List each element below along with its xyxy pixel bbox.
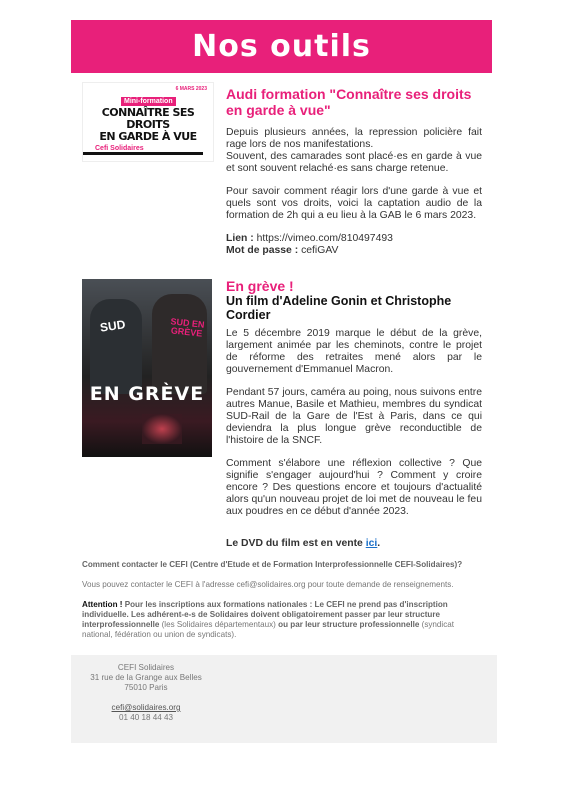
formation-thumbnail[interactable]: [82, 82, 214, 162]
thumbnail-badge: Mini-formation: [121, 97, 176, 106]
dvd-text: Le DVD du film est en vente: [226, 538, 366, 549]
article-title: Audi formation "Connaître ses droits en garde à vue": [226, 86, 472, 118]
link-label: Lien :: [226, 233, 254, 244]
article-body: [226, 127, 482, 257]
page-title: Nos outils: [192, 29, 371, 64]
thumbnail-heading: CONNAÎTRE SES DROITS EN GARDE À VUE: [99, 106, 197, 143]
attention-notice: Attention ! Pour les inscriptions aux formations nationales : Le CEFI ne prend pas d'inscription individuelle. Les adhérent-e-s de Solidaires doivent obligatoirement passer par leur structure interprofessionnelle (les Solidaires départementaux) ou par leur structure professionnelle (syndicat national, fédération ou union de syndicats).: [82, 600, 455, 639]
article-formation: [226, 86, 482, 257]
article-film: [226, 278, 482, 550]
contact-text: Vous pouvez contacter le CEFI à l'adresse cefi@solidaires.org pour toute demande de renseignements.: [82, 580, 454, 589]
poster-figure: [152, 294, 207, 394]
article-paragraph: Depuis plusieurs années, la repression policière fait rage lors de nos manifestations.: [226, 127, 482, 150]
article-paragraph: Pendant 57 jours, caméra au poing, nous suivons entre autres Manue, Basile et Mathieu, membres du syndicat SUD-Rail de la Gare de l'Est à Paris, dans ce qui deviendra la plus longue grève reconductible de l'histoire de la SNCF.: [226, 387, 482, 446]
article-paragraph: Le 5 décembre 2019 marque le début de la grève, largement animée par les cheminots, contre le projet de réforme des retraites mené alors par le gouvernement d'Emmanuel Macron.: [226, 328, 482, 375]
password-label: Mot de passe :: [226, 245, 299, 256]
film-poster[interactable]: [82, 279, 212, 457]
password-value: cefiGAV: [301, 245, 339, 256]
city-address: 75010 Paris: [124, 683, 168, 692]
cefi-logo-icon: Cefi Solidaires: [95, 145, 144, 152]
thumbnail-date: 6 MARS 2023: [175, 86, 207, 92]
poster-title: EN GRÈVE: [89, 383, 205, 405]
vimeo-link[interactable]: https://vimeo.com/810497493: [256, 233, 393, 244]
article-paragraph: Souvent, des camarades sont placé·es en garde à vue et sont souvent relaché·es sans charge retenue.: [226, 151, 482, 174]
article-title: En grève !: [226, 278, 294, 294]
dvd-text-end: .: [377, 538, 381, 549]
dvd-link[interactable]: ici: [365, 538, 378, 549]
org-name: CEFI Solidaires: [117, 663, 175, 672]
article-paragraph: Comment s'élabore une réflexion collective ? Que signifie s'engager aujourd'hui ? Comment y croire encore ? Des questions encore et toujours d'actualité alors qu'un nouveau projet de loi met de nouveau le feu aux poudres en ce début d'année 2023.: [226, 458, 482, 517]
article-body: [226, 328, 482, 550]
poster-figure: [90, 299, 142, 394]
poster-smoke: [142, 414, 182, 444]
phone-number: 01 40 18 44 43: [118, 713, 173, 722]
poster-tag: SUD EN GRÈVE: [170, 316, 205, 339]
street-address: 31 rue de la Grange aux Belles: [90, 673, 202, 682]
article-subtitle: Un film d'Adeline Gonin et Christophe Cordier: [226, 294, 452, 322]
address-block: [71, 655, 497, 743]
header-banner: [71, 20, 492, 73]
article-paragraph: Pour savoir comment réagir lors d'une garde à vue et quels sont vos droits, voici la captation audio de la formation de 2h qui a eu lieu à la GAB le 6 mars 2023.: [226, 186, 482, 221]
email-link[interactable]: cefi@solidaires.org: [111, 703, 181, 712]
thumbnail-bar: [83, 152, 203, 155]
contact-heading: Comment contacter le CEFI (Centre d'Etude et de Formation Interprofessionnelle CEFI-Solidaires)?: [82, 560, 463, 569]
poster-tag: SUD: [99, 317, 127, 335]
